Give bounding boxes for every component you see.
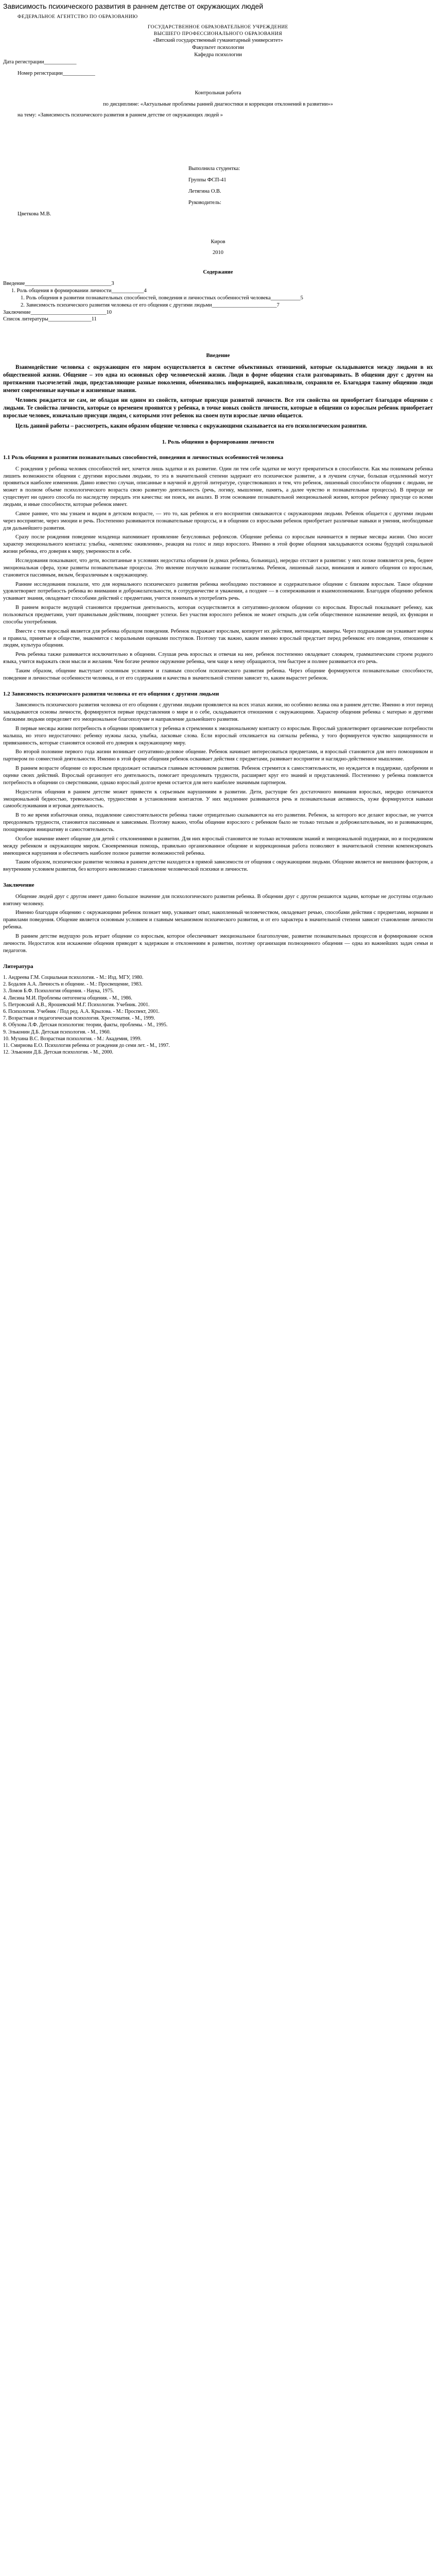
paragraph: Человек рождается не сам, не обладая ни одним из свойств, которые присущи развитой личности. Все эти свойства он приобретает благодаря общению с людьми. Те свойства личности, которые со временем проявятся у ребенка, в точке новых свойств личности, которые в общении со взрослым ребенок приобретает взрослые человек, изначально присущи людям, с которыми этот ребенок на своем пути взрослые лично общается. [3,397,433,419]
reference-item: 10. Мухина В.С. Возрастная психология. - М.: Академия, 1999. [3,1036,142,1042]
paragraph: Взаимодействие человека с окружающим его миром осуществляется в системе объективных отношений, которые складываются между людьми в их общественной жизни. Общение – это одна из основных сфер человеческой жизни. Люди в форме общения стали разговаривать. В общении друг с другом на протяжении тысячелетий люди, представляющие разные поколения, обменивались информацией, накапливали, сохраняли ее. Благодаря такому общению люди имеют современные научные и жизненные знания. [3,364,433,394]
paragraph: Таким образом, общение выступает основным условием и главным способом психического развития ребенка. Через общение формируются познавательные способности, поведение и личностные особенности человека, и от его содержания и качества в значительной степени зависит то, каким вырастет ребенок. [3,668,433,681]
reference-item: 7. Возрастная и педагогическая психология. Хрестоматия. - М., 1999. [3,1015,155,1022]
reference-item: 2. Бодалев А.А. Личность и общение. - М.: Просвещение, 1983. [3,981,143,988]
work-type: Контрольная работа [195,90,241,96]
paragraph: Цель данной работы – рассмотреть, каким образом общение человека с окружающими сказывается на его психологическом развитии. [15,422,368,429]
toc-item-literature[interactable]: Список литературы________________11 [3,316,97,323]
reference-item: 3. Ломов Б.Ф. Психология общения. - Наука, 1975. [3,988,114,994]
student-name: Летягина О.В. [188,188,221,194]
paragraph: Общение людей друг с другом имеет давно большое значение для психологического развития ребенка. В общении друг с другом решаются задачи, которые не доступны отдельно взятому человеку. [3,893,433,907]
toc-item-conclusion[interactable]: Заключение____________________________10 [3,309,112,315]
paragraph: Во второй половине первого года жизни возникает ситуативно-деловое общение. Ребенок начинает интересоваться предметами, и взрослый становится для него помощником и партнером по совместной деятельности. Именно в этой форме общения ребенок осваивает действия с предметами, развивает восприятие и наглядно-действенное мышление. [3,749,433,762]
section-1-heading: 1. Роль общения в формировании личности [162,438,274,445]
student-label: Выполнила студентка: [188,166,240,172]
reference-item: 1. Андреева Г.М. Социальная психология. - М.: Изд. МГУ, 1980. [3,975,144,981]
paragraph: Сразу после рождения поведение младенца напоминает проявление безусловных рефлексов. Общение ребенка со взрослым начинается в первые месяцы жизни. Оно носит характер эмоционального контакта: улыбка, «комплекс оживления», реакция на голос и лицо взрослого. Именно в этой форме общения закладываются основы будущей социальной жизни ребенка, его доверия к миру, уверенности в себе. [3,534,433,555]
reference-item: 12. Эльконин Д.Б. Детская психология. - М., 2000. [3,1049,113,1056]
year: 2010 [213,250,223,256]
student-group: Группы ФСП-41 [188,177,226,183]
section-1-2 [3,702,433,873]
table-of-contents [3,280,433,323]
paragraph: В первые месяцы жизни потребность в общении проявляется у ребенка в стремлении к эмоциональному контакту со взрослым. Взрослый удовлетворяет органические потребности малыша, но этого недостаточно: ребенку нужны ласка, улыбка, ласковые слова. Если взрослый откликается на сигналы ребенка, у того формируется чувство защищенности и привязанность, которые становятся основой его доверия к окружающему миру. [3,725,433,746]
header-line: Факультет психологии [192,45,244,51]
supervisor-name: Цветкова М.В. [18,211,51,217]
paragraph: Именно благодаря общению с окружающими ребенок познает мир, усваивает опыт, накопленный человечеством, овладевает речью, способами действия с предметами, нормами и правилами поведения. Общение является основным условием и главным механизмом психического развития, и от его характера в значительной степени зависит становление личности ребенка. [3,910,433,930]
conclusion-heading: Заключение [3,882,34,889]
paragraph: Таким образом, психическое развитие человека в раннем детстве находится в прямой зависимости от общения с окружающими людьми. Общение является не внешним фактором, а внутренним условием развития, без которого невозможно становление человеческой психики и личности. [3,859,433,873]
intro-heading: Введение [206,352,230,359]
header-line: ГОСУДАРСТВЕННОЕ ОБРАЗОВАТЕЛЬНОЕ УЧРЕЖДЕНИЕ [148,25,288,30]
city: Киров [211,239,225,245]
student-block [3,165,433,206]
paragraph: Речь ребенка также развивается исключительно в общении. Слушая речь взрослых и отвечая на нее, ребенок постепенно овладевает словарем, грамматическим строем родного языка, учится выражать свои мысли и желания. Чем богаче речевое окружение ребенка, чем чаще к нему обращаются, тем быстрее и полнее развивается его речь. [3,652,433,665]
reference-item: 4. Лисина М.И. Проблемы онтогенеза общения. - М., 1986. [3,995,132,1001]
reference-item: 8. Обухова Л.Ф. Детская психология: теории, факты, проблемы. - М., 1995. [3,1022,168,1028]
topic: на тему: «Зависимость психического развития в раннем детстве от окружающих людей » [18,112,223,118]
discipline: по дисциплине: «Актуальные проблемы ранней диагностики и коррекции отклонений в развитии»» [103,101,333,107]
document-title: Зависимость психического развития в раннем детстве от окружающих людей [3,2,264,10]
reference-item: 6. Психология. Учебник / Под ред. А.А. Крылова. - М.: Проспект, 2001. [3,1009,160,1015]
paragraph: Зависимость психического развития человека от его общения с другими людьми проявляется на всех этапах жизни, но особенно велика она в раннем детстве. Именно в этот период закладываются основы личности, формируются первые представления о мире и о себе, складываются отношения с окружающими. Характер общения ребенка с матерью и другими близкими людьми определяет его эмоциональное благополучие и направление дальнейшего развития. [3,702,433,723]
header-line: ВЫСШЕГО ПРОФЕССИОНАЛЬНОГО ОБРАЗОВАНИЯ [153,31,283,37]
conclusion-section [3,893,433,955]
section-1-1-heading: 1.1 Роль общения в развитии познавательных способностей, поведения и личностных особенностей человека [3,454,284,461]
paragraph: В то же время избыточная опека, подавление самостоятельности ребенка также отрицательно сказываются на его развитии. Ребенок, за которого все делают взрослые, не учится преодолевать трудности, становится пассивным и зависимым. Поэтому важно, чтобы общение взрослого с ребенком было не только теплым и доброжелательным, но и развивающим, поощряющим инициативу и самостоятельность. [3,812,433,833]
header-line: «Вятский государственный гуманитарный университет» [153,38,283,44]
supervisor-label: Руководитель: [188,199,221,206]
toc-item-intro[interactable]: Введение________________________________3 [3,281,114,287]
reference-item: 11. Смирнова Е.О. Психология ребенка от рождения до семи лет. - М., 1997. [3,1042,170,1048]
toc-item-section-1-1[interactable]: 1. Роль общения в развитии познавательных способностей, поведения и личностных особенностей человека___________5 [21,295,303,301]
reference-item: 5. Петровский А.В., Ярошевский М.Г. Психология. Учебник. 2001. [3,1002,150,1008]
literature-heading: Литература [3,963,33,970]
paragraph: Ранние исследования показали, что для нормального психического развития ребенка необходимо постоянное и содержательное общение с близким взрослым. Такое общение удовлетворяет потребность ребенка во внимании и доброжелательности, в сотрудничестве и уважении, а позднее — в сопереживании и взаимопонимании. Благодаря общению ребенок усваивает знания, овладевает способами действий с предметами, учится понимать и употреблять речь. [3,581,433,602]
reference-item: 9. Эльконин Д.Б. Детская психология. - М., 1960. [3,1029,111,1035]
reference-list [3,974,433,1056]
paragraph: В раннем возрасте ведущей становится предметная деятельность, которая осуществляется в ситуативно-деловом общении со взрослым. Взрослый показывает ребенку, как пользоваться предметами, учит правильным действиям, поощряет успехи. Без участия взрослого ребенок не может открыть для себя общественное назначение вещей, их функции и способы употребления. [3,605,433,625]
paragraph: Вместе с тем взрослый является для ребенка образцом поведения. Ребенок подражает взрослым, копирует их действия, интонации, манеры. Через подражание он усваивает нормы и правила, принятые в обществе, знакомится с моральными оценками поступков. Поэтому так важно, каким именно взрослый предстает перед ребенком: его поведение, отношение к людям, культура общения. [3,628,433,649]
section-1-1 [3,466,433,682]
paragraph: В раннем возрасте общение со взрослым продолжает оставаться главным источником развития. Ребенок стремится к самостоятельности, но нуждается в поддержке, одобрении и оценке своих действий. Взрослый организует его деятельность, помогает преодолевать трудности, расширяет круг его знаний и представлений. Постепенно у ребенка появляется потребность в общении со сверстниками, однако взрослый долгое время остается для него наиболее значимым партнером. [3,766,433,786]
paragraph: В раннем детстве ведущую роль играет общение со взрослым, которое обеспечивает эмоциональное благополучие, развитие познавательных процессов и формирование основ личности. Недостаток или искажение общения приводит к задержкам и отклонениям в развитии, поэтому организация полноценного общения — одна из важнейших задач семьи и педагогов. [3,934,433,954]
registration-number: Номер регистрации____________ [18,70,95,76]
paragraph: Исследования показывают, что дети, воспитанные в условиях недостатка общения (в домах ребенка, больницах), нередко отстают в развитии: у них позже появляется речь, беднее эмоциональная сфера, хуже развиты познавательные процессы. Это явление получило название госпитализма. Ребенок, лишенный ласки, внимания и живого общения со взрослым, становится пассивным, вялым, безразличным к окружающему. [3,558,433,578]
paragraph: Недостаток общения в раннем детстве может привести к серьезным нарушениям в развитии. Дети, растущие без достаточного внимания взрослых, нередко отличаются эмоциональной бедностью, тревожностью, трудностями в установлении контактов. У них медленнее развиваются речь и познавательная активность, хуже формируются навыки самообслуживания и игровая деятельность. [3,789,433,809]
toc-item-section-1[interactable]: 1. Роль общения в формировании личности____________4 [11,288,147,294]
university-header [3,14,433,59]
contents-title: Содержание [203,269,233,276]
toc-item-section-1-2[interactable]: 2. Зависимость психического развития человека от его общения с другими людьми________________________7 [21,302,280,308]
header-line: Кафедра психологии [194,52,242,58]
intro-section [3,364,433,430]
paragraph: Особое значение имеет общение для детей с отклонениями в развитии. Для них взрослый становится не только источником знаний и эмоциональной поддержки, но и посредником между ребенком и окружающим миром. Своевременная помощь, правильно организованное общение и коррекционная работа позволяют в значительной степени компенсировать имеющиеся нарушения и обеспечить наиболее полное развитие возможностей ребенка. [3,836,433,856]
header-line: ФЕДЕРАЛЬНОЕ АГЕНТСТВО ПО ОБРАЗОВАНИЮ [18,14,138,20]
paragraph: С рождения у ребенка человек способностей нет, хочется лишь задатки и их развитие. Один ли тем себе задатки не могут превратиться в способности. Как мы понимаем ребенка лишить возможности общения с другими взрослыми людьми, то эта в значительной степени задержит его психическое развитие, а в лучшем случае, большая отдаленный могут проявиться наиболее изменения. Давно известно случаи, описанные в научной и другой литературе, существовавших и тем, что ребенок, лишенный способности общения с людьми, не может в полном объеме психологического возраста свою развитую деятельность (речь, логику, мышление, память, а далее чувство и познавательные процессы). В природе не существует ни одного способа по наследству передать эти качества: ни поиск, ни анализ. В этом основание познавательной эмоциональной жизни, которое ребенку присуще со всеми людьми, и иные способности, которые ребенок имеет. [3,466,433,508]
section-1-2-heading: 1.2 Зависимость психического развития человека от его общения с другими людьми [3,690,219,697]
registration-date: Дата регистрации____________ [3,59,77,65]
paragraph: Самое раннее, что мы узнаем и видим в детском возрасте, — это то, как ребенок и его восприятия связываются с окружающими людьми. Ребенок общается с другими людьми через восприятие, через эмоции и речь. Постепенно развиваются познавательные процессы, и в общении со взрослыми ребенок приобретает различные навыки и умения, необходимые для дальнейшего развития. [3,511,433,531]
